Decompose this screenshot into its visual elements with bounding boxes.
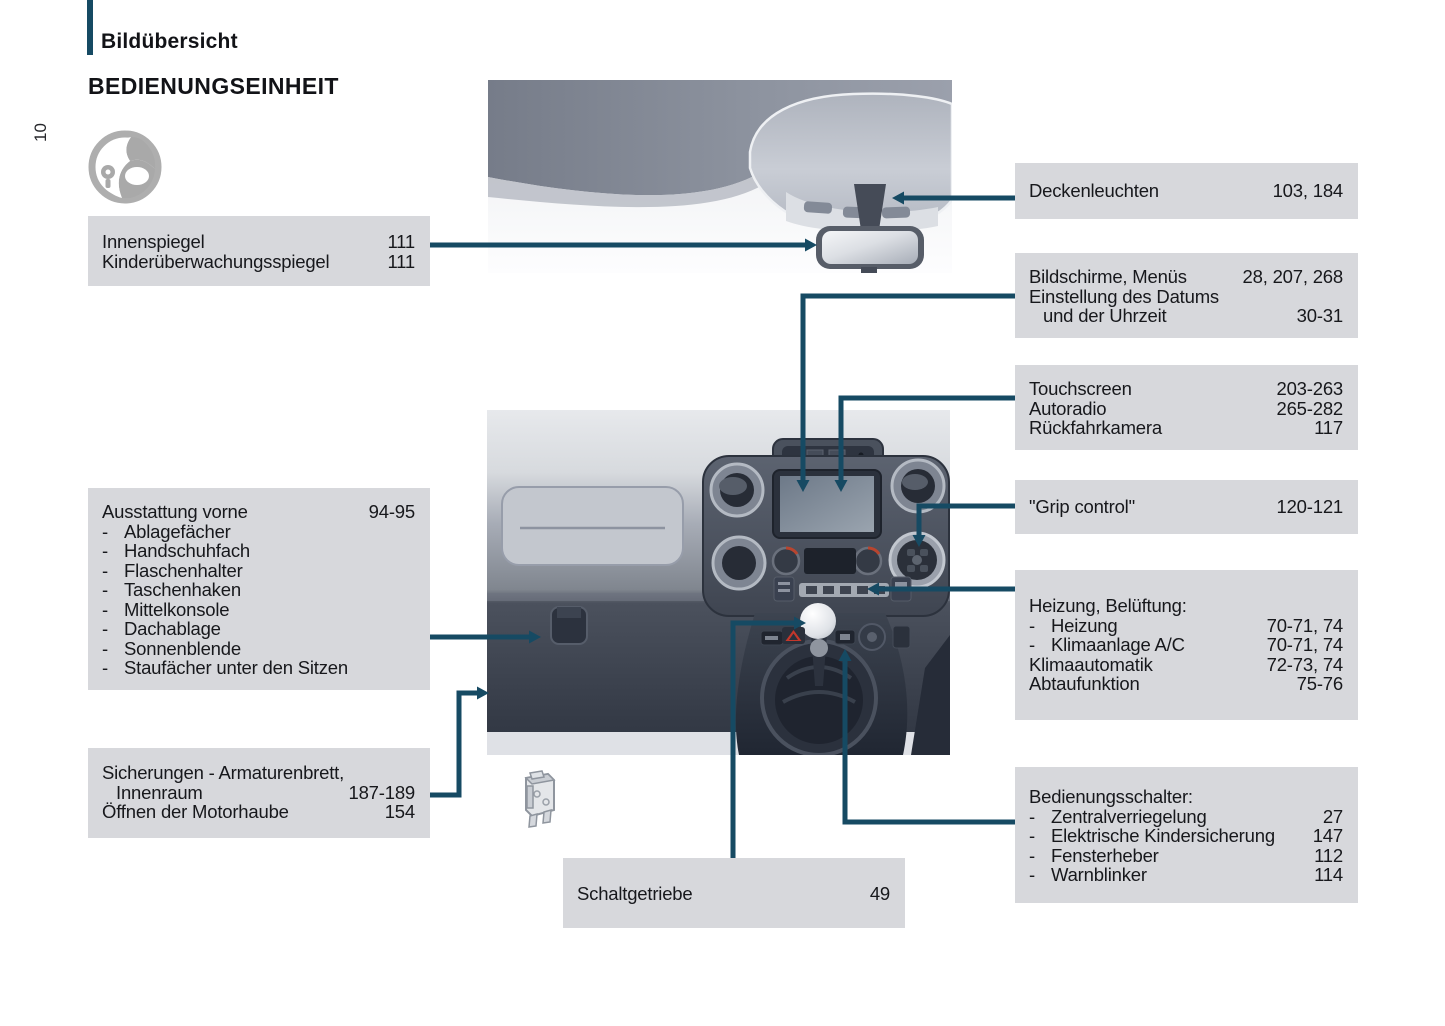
- callout-box-mirror: [88, 216, 430, 286]
- callout-line: Bildschirme, Menüs 28, 207, 268: [1029, 266, 1343, 287]
- interior-roof-photo: [488, 80, 952, 273]
- callout-line: Kinderüberwachungsspiegel 111: [102, 250, 415, 272]
- dash-top-tray: [502, 487, 683, 565]
- mirror-glass: [822, 231, 918, 264]
- callout-line: Innenspiegel 111: [102, 231, 415, 252]
- callout-line: Abtaufunktion 75-76: [1029, 673, 1343, 694]
- callout-line: - Sonnenblende: [102, 637, 241, 659]
- callout-line: - Klimaanlage A/C 70-71, 74: [1029, 634, 1343, 655]
- callout-box-gearbox: [563, 858, 905, 928]
- callout-line: Einstellung des Datums: [1029, 285, 1219, 307]
- page-title: BEDIENUNGSEINHEIT: [88, 73, 339, 99]
- callout-box-fuses: [88, 748, 430, 838]
- callout-line: Innenraum 187-189: [116, 781, 415, 803]
- callout-line: - Handschuhfach: [102, 540, 250, 561]
- callout-line: - Dachablage: [102, 618, 221, 639]
- callout-line: - Mittelkonsole: [102, 598, 230, 620]
- dashboard-photo: [487, 410, 950, 755]
- callout-line: Bedienungsschalter:: [1029, 786, 1193, 807]
- callout-line: - Flaschenhalter: [102, 559, 243, 581]
- chapter-pictogram-icon: [86, 128, 164, 206]
- callout-line: Autoradio 265-282: [1029, 397, 1343, 419]
- section-title: Bildübersicht: [101, 30, 238, 53]
- callout-line: Deckenleuchten 103, 184: [1029, 180, 1343, 201]
- callout-line: - Zentralverriegelung 27: [1029, 805, 1343, 827]
- gear-knob: [800, 603, 836, 639]
- callout-line: - Heizung 70-71, 74: [1029, 614, 1343, 636]
- arrow-fuses: [430, 693, 478, 795]
- callout-line: - Ablagefächer: [102, 520, 231, 542]
- callout-line: "Grip control" 120-121: [1029, 496, 1343, 517]
- callout-line: Sicherungen - Armaturenbrett,: [102, 762, 345, 783]
- callout-box-grip-control: [1015, 480, 1358, 534]
- callout-line: Heizung, Belüftung:: [1029, 595, 1187, 616]
- callout-line: - Warnblinker 114: [1029, 864, 1343, 885]
- switch-rocker: [893, 626, 910, 648]
- callout-line: - Taschenhaken: [102, 579, 241, 600]
- callout-line: Öffnen der Motorhaube 154: [102, 801, 415, 822]
- callout-box-switches: [1015, 767, 1358, 903]
- callout-line: Klimaautomatik 72-73, 74: [1029, 653, 1343, 675]
- callout-box-touchscreen: [1015, 365, 1358, 450]
- climate-display: [804, 548, 856, 574]
- callout-box-heating: [1015, 570, 1358, 720]
- callout-box-equipment: [88, 488, 430, 690]
- callout-line: - Elektrische Kindersicherung 147: [1029, 825, 1343, 846]
- fuse-icon: [518, 770, 560, 832]
- callout-line: Ausstattung vorne 94-95: [102, 501, 415, 522]
- section-accent-bar: [87, 0, 93, 55]
- callout-line: - Staufächer unter den Sitzen: [102, 657, 348, 678]
- callout-line: Touchscreen 203-263: [1029, 378, 1343, 399]
- page-number: 10: [31, 123, 50, 142]
- callout-line: - Fensterheber 112: [1029, 844, 1343, 866]
- callout-box-screens: [1015, 253, 1358, 338]
- callout-line: und der Uhrzeit 30-31: [1043, 305, 1343, 326]
- callout-box-ceiling-lights: [1015, 163, 1358, 219]
- callout-line: Rückfahrkamera 117: [1029, 417, 1343, 438]
- callout-line: Schaltgetriebe 49: [577, 883, 890, 904]
- touchscreen: [780, 476, 874, 532]
